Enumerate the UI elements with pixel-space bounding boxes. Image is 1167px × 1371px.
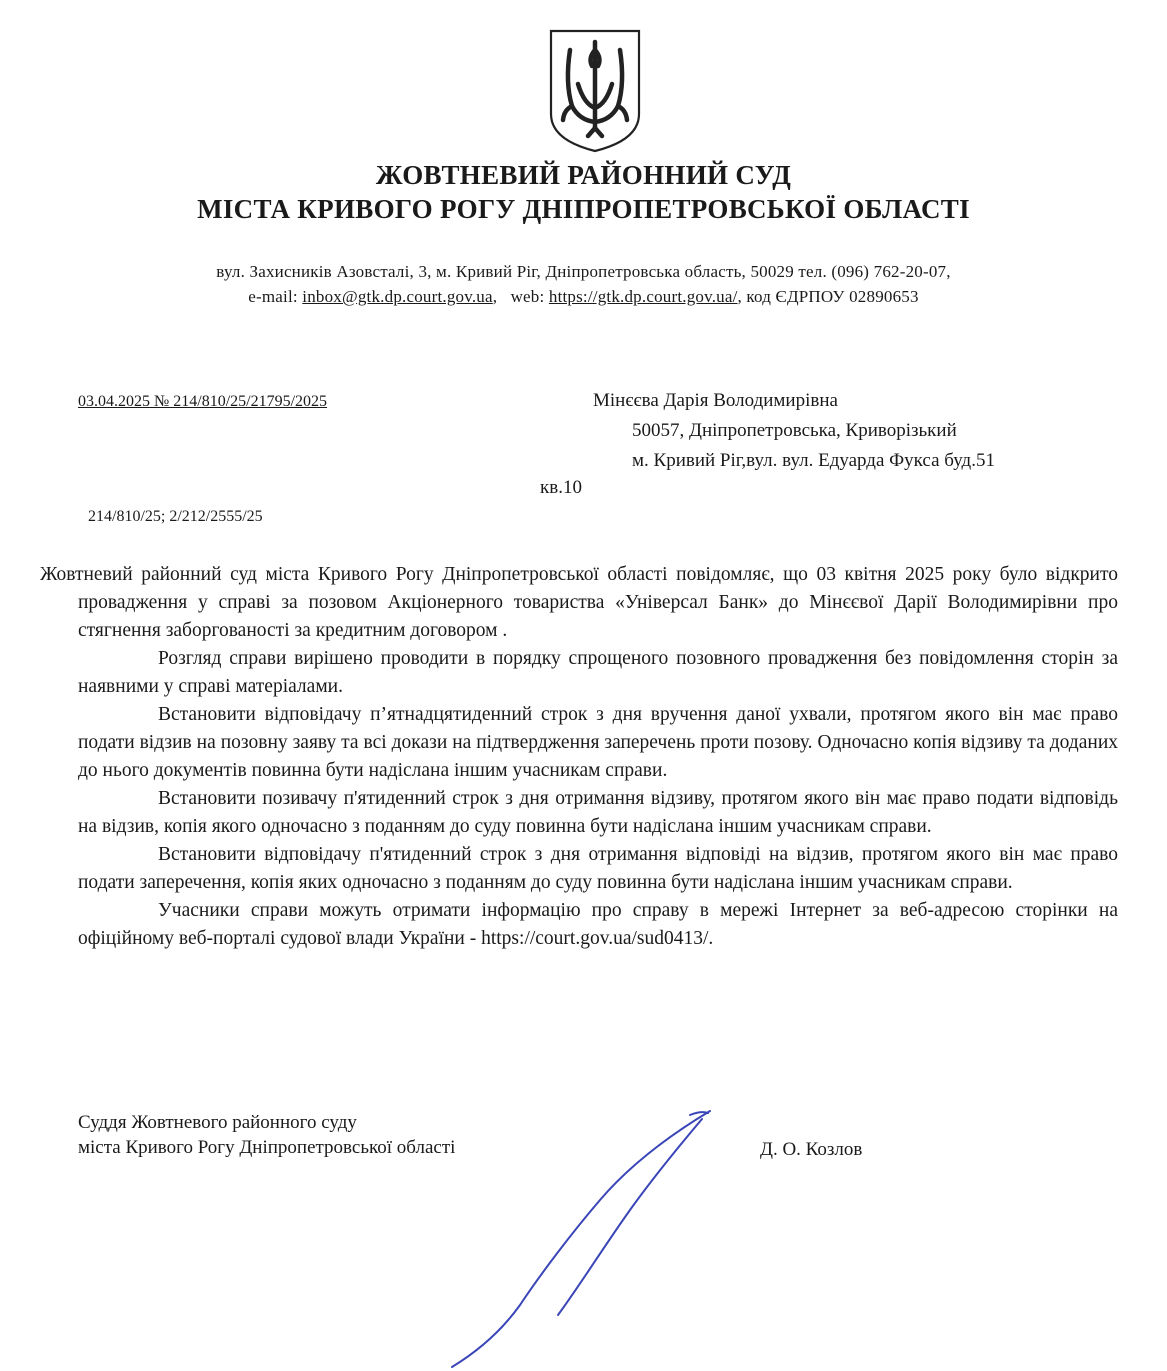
- web-link[interactable]: https://gtk.dp.court.gov.ua/: [548, 287, 738, 306]
- judge-title-line1: Суддя Жовтневого районного суду: [78, 1112, 357, 1133]
- notice-body: [40, 561, 1118, 953]
- recipient-address-line3: кв.10: [540, 477, 582, 498]
- judge-title: [78, 1110, 455, 1160]
- edrpou-code: , код ЄДРПОУ 02890653: [737, 287, 919, 306]
- recipient-address-line2: м. Кривий Ріг,вул. вул. Едуарда Фукса буд.51: [632, 450, 995, 471]
- court-name-line2: МІСТА КРИВОГО РОГУ ДНІПРОПЕТРОВСЬКОЇ ОБЛАСТІ: [197, 194, 970, 224]
- paragraph-plaintiff-term: Встановити позивачу п'ятиденний строк з дня отримання відзиву, протягом якого він має право подати відповідь на відзив, копія якого одночасно з поданням до суду повинна бути надіслана іншим учасникам справи.: [78, 788, 1118, 837]
- email-link[interactable]: inbox@gtk.dp.court.gov.ua: [302, 287, 493, 306]
- outgoing-date-number: 03.04.2025 № 214/810/25/21795/2025: [78, 393, 328, 410]
- recipient-name: Мінєєва Дарія Володимирівна: [593, 390, 838, 411]
- case-reference-numbers: 214/810/25; 2/212/2555/25: [88, 508, 263, 525]
- court-address: вул. Захисників Азовсталі, 3, м. Кривий Ріг, Дніпропетровська область, 50029 тел. (096) 762-20-07,: [216, 262, 951, 281]
- court-name-line1: ЖОВТНЕВИЙ РАЙОННИЙ СУД: [375, 160, 792, 190]
- judge-title-line2: міста Кривого Рогу Дніпропетровської області: [78, 1137, 456, 1158]
- email-label: e-mail:: [248, 287, 303, 306]
- paragraph-defendant-term: Встановити відповідачу п’ятнадцятиденний строк з дня вручення даної ухвали, протягом якого він має право подати відзив на позовну заяву та всі докази на підтвердження заперечень проти позову. Одночасно копія відзиву та доданих до нього документів повинна бути надіслана іншим учасникам справи.: [78, 704, 1118, 781]
- paragraph-objection-term: Встановити відповідачу п'ятиденний строк з дня отримання відповіді на відзив, протягом якого він має право подати заперечення, копія яких одночасно з поданням до суду повинна бути надіслана іншим учасникам справи.: [78, 844, 1118, 893]
- handwritten-signature: [440, 1105, 730, 1371]
- web-label: web:: [510, 287, 549, 306]
- court-contacts: e-mail: inbox@gtk.dp.court.gov.ua, web: https://gtk.dp.court.gov.ua/, код ЄДРПОУ 02890653: [248, 287, 919, 306]
- judge-name: Д. О. Козлов: [760, 1139, 863, 1160]
- paragraph-procedure: Розгляд справи вирішено проводити в порядку спрощеного позовного провадження без повідомлення сторін за наявними у справі матеріалами.: [78, 648, 1118, 697]
- recipient-address-line1: 50057, Дніпропетровська, Криворізький: [632, 420, 957, 441]
- coat-of-arms-emblem: [548, 28, 642, 154]
- paragraph-online-info: Учасники справи можуть отримати інформацію про справу в мережі Інтернет за веб-адресою сторінки на офіційному веб-порталі судової влади України - https://court.gov.ua/sud0413/.: [78, 900, 1118, 949]
- paragraph-opening: Жовтневий районний суд міста Кривого Рогу Дніпропетровської області повідомляє, що 03 квітня 2025 року було відкрито провадження у справі за позовом Акціонерного товариства «Універсал Банк» до Мінєєвої Дарії Володимирівни про стягнення заборгованості за кредитним договором .: [40, 564, 1118, 641]
